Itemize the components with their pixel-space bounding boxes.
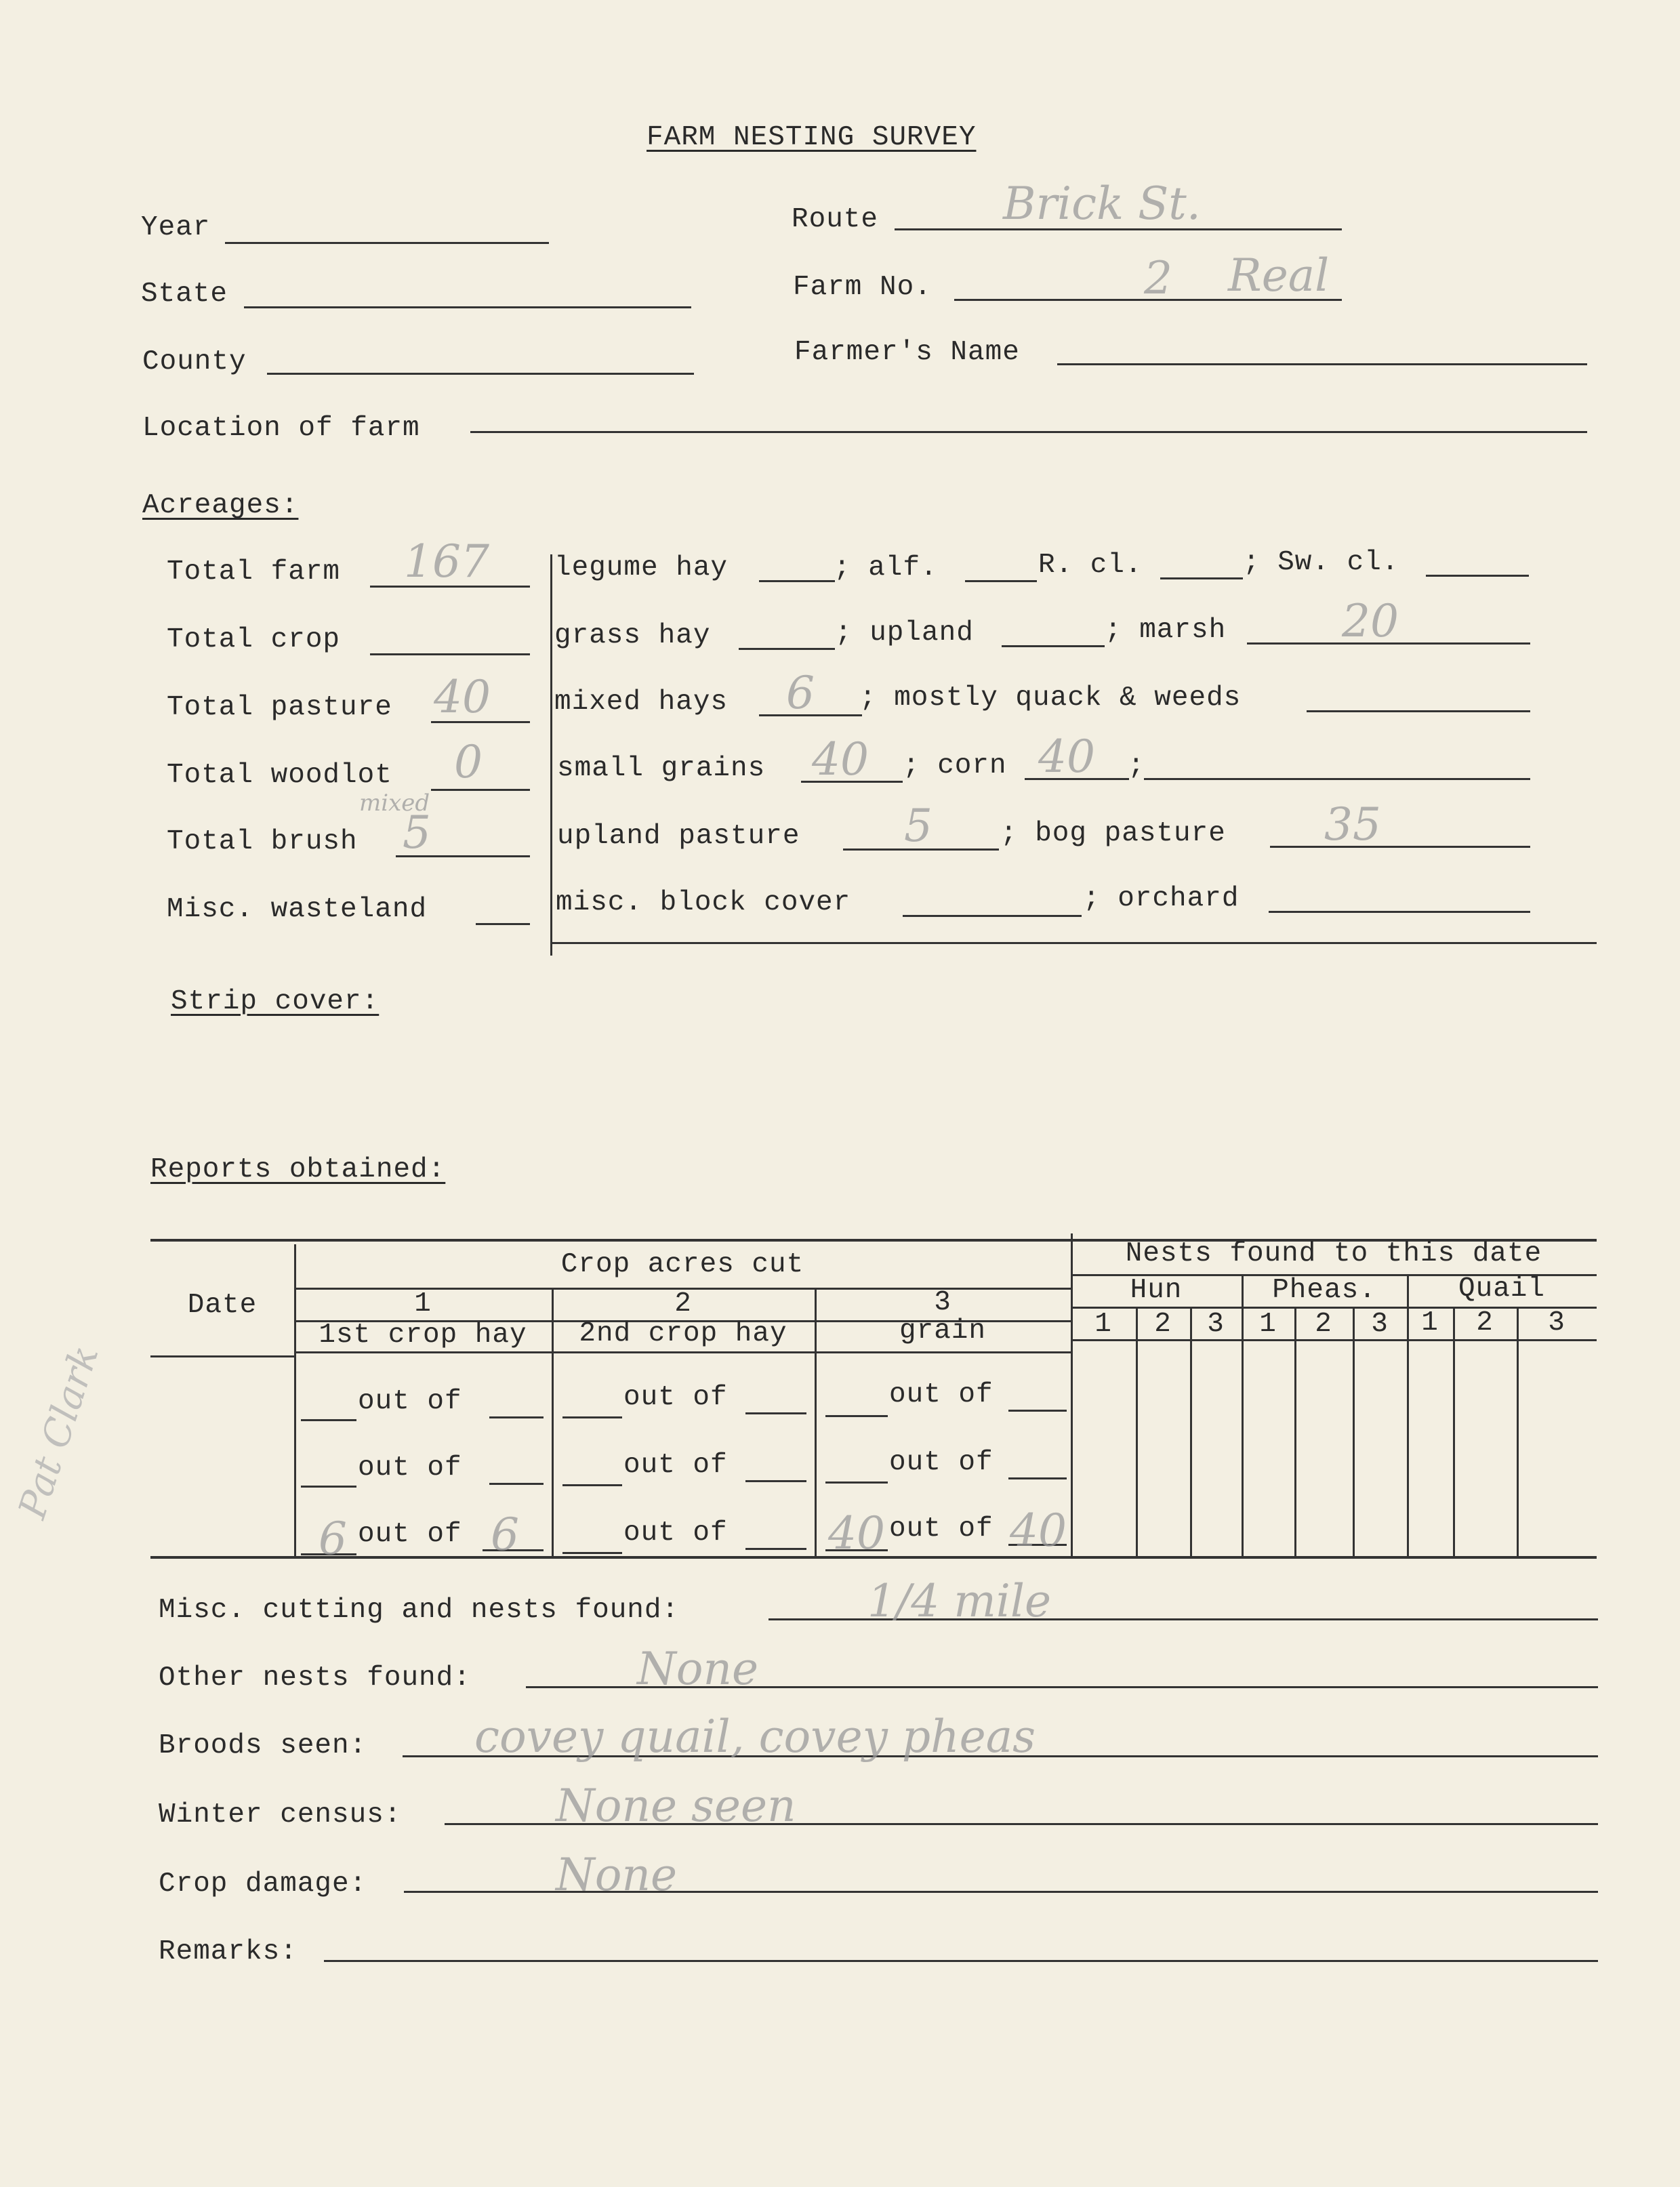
out-of-label: out of (358, 1386, 462, 1417)
route-value: Brick St. (1003, 178, 1201, 230)
misc-cutting-value: 1/4 mile (867, 1575, 1052, 1627)
crop-col-num-3: 3 (934, 1287, 951, 1318)
hun-1: 1 (1094, 1309, 1112, 1340)
total-pasture-label: Total pasture (167, 692, 392, 723)
acreages-heading: Acreages: (142, 490, 299, 521)
other-nests-label: Other nests found: (159, 1662, 471, 1694)
crop-col-num-2: 2 (674, 1288, 692, 1320)
mixed-hays-label: mixed hays (554, 687, 729, 718)
out-of-label: out of (623, 1450, 728, 1481)
acreage-divider (550, 554, 552, 956)
pheas-1: 1 (1259, 1309, 1277, 1340)
total-farm-value: 167 (404, 535, 489, 588)
location-field[interactable] (470, 431, 1587, 433)
small-grains-label: small grains (557, 753, 766, 784)
farm-no-note: Real (1228, 249, 1330, 302)
pheas-2: 2 (1315, 1309, 1332, 1340)
total-crop-label: Total crop (167, 624, 341, 655)
margin-note: Pat Clark (10, 1340, 108, 1524)
upland-field[interactable] (1002, 645, 1105, 647)
cut-field[interactable] (562, 1484, 622, 1486)
total-brush-value: 5 (403, 806, 431, 859)
other-nests-value: None (637, 1643, 759, 1695)
out-of-label: out of (358, 1452, 462, 1484)
farmers-name-label: Farmer's Name (794, 337, 1020, 368)
orchard-label: ; orchard (1083, 883, 1239, 914)
state-label: State (141, 279, 228, 310)
total-pasture-value: 40 (434, 671, 491, 723)
crop-col-num-1: 1 (414, 1288, 432, 1320)
total-farm-label: Total farm (167, 556, 341, 588)
year-label: Year (141, 212, 211, 243)
misc-block-cover-label: misc. block cover (556, 887, 851, 918)
total-field[interactable] (489, 1416, 544, 1418)
quail-3: 3 (1548, 1307, 1565, 1338)
hun-2: 2 (1154, 1309, 1172, 1340)
bog-pasture-label: ; bog pasture (1000, 818, 1226, 849)
cut-field[interactable] (301, 1486, 356, 1488)
misc-wasteland-label: Misc. wasteland (167, 894, 428, 925)
remarks-field[interactable] (324, 1960, 1598, 1962)
quail-header: Quail (1458, 1273, 1546, 1305)
out-of-label: out of (358, 1519, 462, 1550)
bog-pasture-field[interactable] (1270, 846, 1530, 848)
second-crop-hay-header: 2nd crop hay (579, 1318, 787, 1349)
upland-pasture-value: 5 (904, 800, 933, 852)
date-header: Date (187, 1290, 258, 1321)
crop-damage-value: None (556, 1849, 678, 1901)
cut-field[interactable] (301, 1419, 356, 1421)
farm-no-value: 2 (1144, 252, 1172, 304)
nest-col-divider (1353, 1307, 1355, 1556)
pheasant-header: Pheas. (1272, 1275, 1376, 1306)
sweet-clover-field[interactable] (1426, 575, 1529, 577)
cut-field[interactable] (562, 1552, 622, 1554)
total-brush-label: Total brush (167, 826, 358, 857)
remarks-label: Remarks: (159, 1936, 298, 1967)
total-woodlot-value: 0 (454, 736, 483, 788)
farm-no-label: Farm No. (793, 272, 932, 303)
grass-hay-label: grass hay (554, 620, 711, 651)
red-clover-label: R. cl. (1038, 550, 1143, 581)
cut-value: 6 (319, 1513, 347, 1565)
other-grain-field[interactable] (1144, 778, 1530, 780)
mixed-hays-value: 6 (786, 667, 815, 719)
strip-cover-heading: Strip cover: (171, 986, 380, 1017)
total-woodlot-field[interactable] (431, 789, 530, 791)
location-label: Location of farm (142, 413, 420, 444)
nest-col-divider (1517, 1307, 1519, 1556)
out-of-label: out of (623, 1517, 728, 1549)
misc-wasteland-field[interactable] (476, 923, 530, 925)
route-label: Route (792, 204, 879, 235)
misc-block-cover-field[interactable] (903, 915, 1082, 917)
out-of-label: out of (889, 1513, 993, 1545)
orchard-field[interactable] (1269, 911, 1530, 913)
crop-acres-cut-header: Crop acres cut (560, 1249, 804, 1280)
reports-obtained-heading: Reports obtained: (150, 1154, 446, 1185)
cut-field[interactable] (825, 1481, 888, 1484)
grain-header: grain (899, 1315, 987, 1347)
total-field[interactable] (1008, 1477, 1067, 1479)
total-field[interactable] (1008, 1410, 1067, 1412)
nest-col-divider (1136, 1307, 1138, 1556)
county-label: County (142, 346, 247, 377)
misc-cutting-label: Misc. cutting and nests found: (159, 1595, 680, 1626)
marsh-value: 20 (1342, 595, 1399, 647)
quail-2: 2 (1476, 1307, 1494, 1338)
winter-census-value: None seen (556, 1780, 796, 1832)
bog-pasture-value: 35 (1324, 798, 1381, 851)
first-crop-hay-header: 1st crop hay (319, 1320, 527, 1351)
total-brush-note: mixed (359, 790, 430, 817)
cut-value: 40 (828, 1507, 885, 1559)
corn-value: 40 (1038, 731, 1095, 783)
total-value: 6 (491, 1509, 519, 1561)
crop-damage-label: Crop damage: (159, 1868, 367, 1900)
county-field[interactable] (267, 373, 694, 375)
marsh-label: ; marsh (1105, 615, 1227, 646)
hun-header: Hun (1130, 1275, 1183, 1306)
out-of-label: out of (623, 1382, 728, 1413)
cut-field[interactable] (562, 1416, 622, 1418)
corn-semicolon: ; (1128, 750, 1145, 781)
small-grains-value: 40 (812, 733, 869, 785)
grass-hay-field[interactable] (739, 648, 835, 650)
legume-hay-label: legume hay (554, 552, 729, 584)
acreage-bottom-rule (550, 942, 1597, 944)
farmers-name-field[interactable] (1057, 363, 1587, 365)
alf-field[interactable] (965, 580, 1037, 582)
quack-weeds-label: ; mostly quack & weeds (859, 682, 1242, 714)
red-clover-field[interactable] (1160, 577, 1243, 579)
legume-hay-field[interactable] (759, 580, 835, 582)
nest-col-divider (1453, 1307, 1455, 1556)
alf-label: ; alf. (834, 552, 938, 584)
total-crop-field[interactable] (370, 653, 530, 655)
quack-weeds-field[interactable] (1307, 710, 1530, 712)
total-field[interactable] (745, 1548, 806, 1550)
page-title: FARM NESTING SURVEY (647, 122, 977, 153)
year-field[interactable] (225, 242, 549, 244)
upland-pasture-label: upland pasture (557, 821, 800, 852)
date-header-rule (150, 1355, 294, 1357)
hun-3: 3 (1207, 1309, 1225, 1340)
crop-label-rule (294, 1351, 1071, 1353)
out-of-label: out of (889, 1379, 993, 1410)
cut-field[interactable] (825, 1415, 888, 1417)
upland-label: ; upland (835, 617, 974, 649)
quail-1: 1 (1421, 1307, 1439, 1338)
total-woodlot-label: Total woodlot (167, 760, 392, 791)
corn-label: ; corn (903, 750, 1007, 781)
total-field[interactable] (745, 1480, 806, 1482)
total-field[interactable] (489, 1483, 544, 1485)
winter-census-label: Winter census: (159, 1799, 402, 1831)
broods-seen-label: Broods seen: (159, 1730, 367, 1761)
out-of-label: out of (889, 1447, 993, 1478)
nest-col-divider (1190, 1307, 1192, 1556)
pheas-3: 3 (1371, 1309, 1389, 1340)
total-value: 40 (1010, 1505, 1067, 1557)
nest-col-divider (1294, 1307, 1296, 1556)
nests-found-header: Nests found to this date (1125, 1238, 1542, 1269)
state-field[interactable] (244, 306, 691, 308)
broods-seen-value: covey quail, covey pheas (474, 1711, 1036, 1763)
total-field[interactable] (745, 1412, 806, 1414)
sweet-clover-label: ; Sw. cl. (1243, 547, 1399, 578)
